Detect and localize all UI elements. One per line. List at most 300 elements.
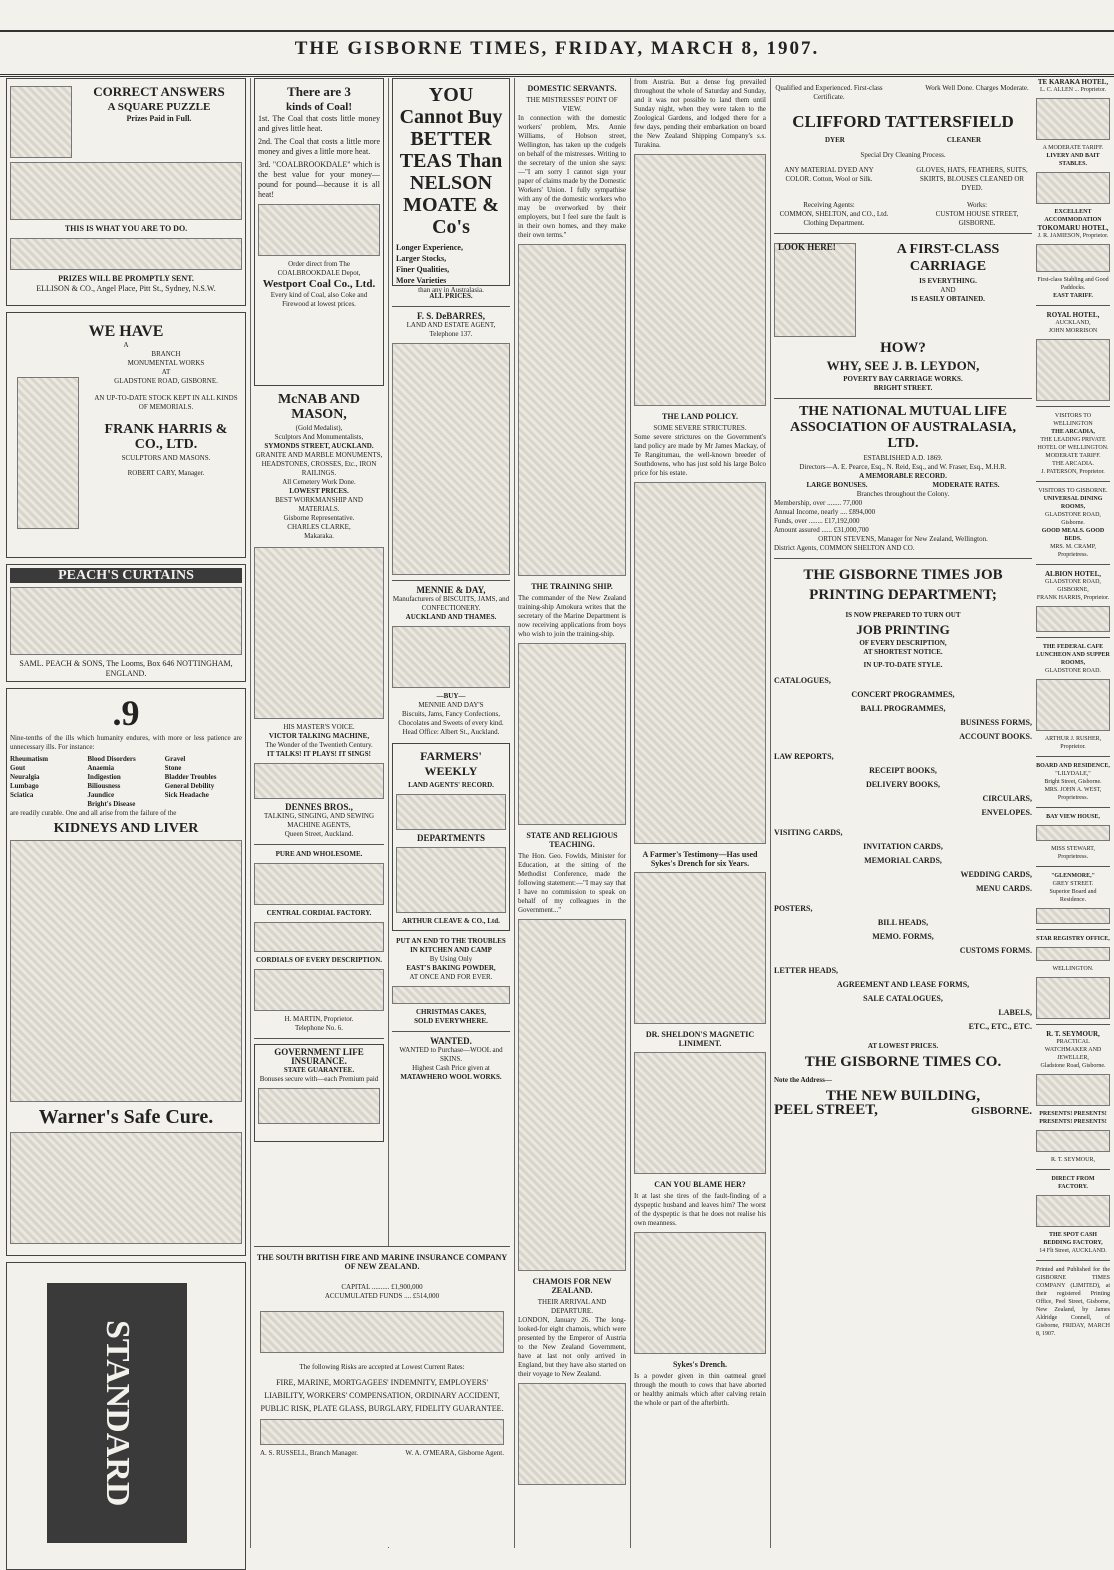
ill-item: Neuralgia [10, 773, 40, 781]
farmers-firm: ARTHUR CLEAVE & CO., Ltd. [402, 917, 500, 925]
gisborne-sig: GISBORNE. [971, 1105, 1032, 1117]
frank-branch: BRANCH [151, 350, 181, 358]
board: BOARD AND RESIDENCE, [1036, 763, 1110, 769]
print-item: DELIVERY BOOKS, [865, 780, 941, 789]
sheldon-text-block [634, 1052, 766, 1174]
gloves: GLOVES, HATS, FEATHERS, SUITS, SKIRTS, BLOUSES CLEANED OR DYED. [916, 166, 1028, 192]
sb-title: THE SOUTH BRITISH FIRE AND MARINE INSURANCE COMPANY OF NEW ZEALAND. [256, 1253, 508, 1271]
glenmore: "GLENMORE," [1051, 873, 1095, 879]
ills-list [10, 755, 242, 809]
printing-items [774, 674, 1032, 1034]
gt-job-printing: THE GISBORNE TIMES JOB PRINTING DEPARTMENT; [803, 567, 1003, 603]
dennes-addr: Queen Street, Auckland. [284, 830, 354, 838]
puzzle-ad [6, 78, 246, 306]
dyer: DYER [824, 136, 845, 144]
moderate2: MODERATE TARIFF. [1045, 453, 1101, 459]
seymour: R. T. SEYMOUR, [1046, 1030, 1100, 1038]
mcnab-addr: SYMONDS STREET, AUCKLAND. [264, 442, 374, 450]
mennie-text-block [392, 626, 510, 688]
frank-a: A [123, 341, 129, 349]
ill-item: Bright's Disease [87, 800, 136, 808]
column-4 [518, 78, 626, 1548]
district: District Agents, COMMON SHELTON AND CO. [774, 544, 915, 552]
coal-order: Order direct from The COALBROOKDALE Depot, [277, 260, 361, 277]
mennie-office: Head Office: Albert St., Auckland. [402, 728, 500, 736]
ill-item: Sick Headache [164, 791, 209, 799]
glad-g: Gladstone Road, Gisborne. [1040, 1063, 1106, 1069]
chamois-text-block [518, 1383, 626, 1485]
column-rule [514, 78, 515, 1548]
and: AND [940, 286, 956, 294]
print-item: CATALOGUES, [774, 676, 831, 685]
nelson-point: Finer Qualities, [396, 265, 450, 274]
coal-ad [254, 78, 384, 386]
peel: PEEL STREET, [774, 1102, 878, 1118]
mcnab-title: McNAB AND MASON, [277, 392, 361, 422]
coal-b: kinds of Coal! [285, 101, 353, 113]
domestic-text-block [518, 244, 626, 576]
kidneys-head: KIDNEYS AND LIVER [53, 821, 199, 836]
any-material: ANY MATERIAL DYED ANY COLOR. Cotton, Wool or Silk. [784, 166, 874, 183]
moderate: MODERATE RATES. [932, 481, 1000, 489]
cordial-desc: CORDIALS OF EVERY DESCRIPTION. [255, 956, 383, 964]
column-6 [774, 78, 1032, 1548]
kitchen-powder: EAST'S BAKING POWDER, [406, 964, 496, 972]
standard-ad [6, 1262, 246, 1570]
job: JOB PRINTING [856, 622, 950, 637]
sb-text-block [260, 1419, 504, 1445]
dennes-sub: TALKING, SINGING, AND SEWING MACHINE AGENTS, [263, 812, 375, 829]
puzzle-do: THIS IS WHAT YOU ARE TO DO. [64, 224, 188, 233]
farmers-weekly-ad [392, 743, 510, 931]
victor-text-block [254, 763, 384, 799]
lilydale: "LILYDALE," [1055, 771, 1091, 777]
print-item: MEMORIAL CARDS, [864, 856, 942, 865]
sb-accum: ACCUMULATED FUNDS .... £514,000 [324, 1292, 440, 1300]
arcadia2: THE ARCADIA. [1052, 461, 1094, 467]
pure-title: PURE AND WHOLESOME. [275, 850, 363, 858]
print-item: MEMO. FORMS, [872, 932, 934, 941]
bay-view-text-block [1036, 825, 1110, 841]
column-5 [634, 78, 766, 1548]
debarres-sub: LAND AND ESTATE AGENT, [406, 321, 496, 329]
grey: GREY STREET. [1052, 881, 1094, 887]
coal-foot: Every kind of Coal, also Coke and Firewood at lowest prices. [270, 291, 368, 308]
spot-addr: 14 Flt Street, AUCKLAND. [1039, 1248, 1107, 1254]
we-have: WE HAVE [88, 323, 164, 340]
farmers-title: FARMERS' WEEKLY [420, 749, 482, 778]
visitors: VISITORS TO WELLINGTON [1053, 413, 1093, 427]
morrison: JOHN MORRISON [1048, 328, 1098, 334]
cordial-text-block-3 [254, 969, 384, 1011]
income: Annual Income, nearly .... £894,000 [774, 508, 876, 516]
livery: LIVERY AND BAIT STABLES. [1046, 153, 1100, 167]
membership: Membership, over ........ 77,000 [774, 499, 863, 507]
bonuses: LARGE BONUSES. [806, 481, 868, 489]
albion: ALBION HOTEL, [1044, 570, 1101, 578]
mcnab-trade: Sculptors And Monumentalists, [274, 433, 364, 441]
wanted-title: WANTED. [430, 1036, 472, 1046]
frank-mgr: ROBERT CARY, Manager. [127, 469, 205, 477]
branches: Branches throughout the Colony. [856, 490, 950, 498]
leading: THE LEADING PRIVATE HOTEL OF WELLINGTON. [1037, 437, 1109, 451]
poverty: POVERTY BAY CARRIAGE WORKS. [843, 375, 963, 383]
wanted-price: Highest Cash Price given at [412, 1064, 490, 1072]
land-sub: SOME SEVERE STRICTURES. [653, 424, 747, 432]
print-item: SALE CATALOGUES, [863, 994, 943, 1003]
kitchen-text-block [392, 986, 510, 1004]
universal: UNIVERSAL DINING ROOMS, [1043, 496, 1103, 510]
ill-item: Sciatica [10, 791, 34, 799]
west: MRS. JOHN A. WEST, Proprietress. [1044, 787, 1102, 801]
domestic-head: DOMESTIC SERVANTS. [527, 84, 617, 93]
easily: IS EASILY OBTAINED. [911, 295, 985, 303]
kitchen-using: By Using Only [429, 955, 473, 963]
look-here: LOOK HERE! [778, 242, 836, 252]
puzzle-head: CORRECT ANSWERS [93, 84, 225, 99]
mcnab-best: BEST WORKMANSHIP AND MATERIALS. [275, 496, 363, 513]
state-body: The Hon. Geo. Fowlds, Minister for Education, at the sitting of the Methodist Conference, made the following statement:—"I may say that I have no commission to speak on behalf of my colleagues in the Government..." [518, 852, 626, 914]
warner-text-block-2 [10, 1132, 242, 1244]
federal-text-block [1036, 679, 1110, 731]
paterson: J. PATERSON, Proprietor. [1041, 469, 1105, 475]
qualified: Qualified and Experienced. First-class Certificate. [775, 84, 883, 101]
moderate-tariff: A MODERATE TARIFF. [1042, 145, 1104, 151]
arcadia: THE ARCADIA, [1051, 429, 1095, 435]
mennie-title: MENNIE & DAY, [416, 585, 486, 595]
bright: Bright Street, Gisborne. [1044, 779, 1102, 785]
debarres-title: F. S. DeBARRES, [417, 311, 485, 321]
print-item: LABELS, [998, 1008, 1032, 1017]
ill-item: Biliousness [87, 782, 121, 790]
coal-3: 3rd. "COALBROOKDALE" which is the best value for your money—pound for pound—because it is all heat! [258, 160, 380, 199]
carriage-illustration [774, 243, 856, 337]
direct-text-block [1036, 1195, 1110, 1227]
peach-title: PEACH'S CURTAINS [10, 568, 242, 583]
frank-trade: SCULPTORS AND MASONS. [121, 454, 211, 462]
blame-text-block [634, 1232, 766, 1354]
frank-name: FRANK HARRIS & CO., LTD. [104, 422, 228, 452]
jamieson: J. R. JAMIESON, Proprietor. [1037, 233, 1109, 239]
federal: THE FEDERAL CAFE LUNCHEON AND SUPPER ROOMS, [1036, 644, 1110, 666]
mcnab-rep-name: CHARLES CLARKE, [287, 523, 351, 531]
mcnab-items: GRANITE AND MARBLE MONUMENTS, HEADSTONES, CROSSES, Etc., IRON RAILINGS. [255, 451, 383, 477]
farmers-text-block [396, 794, 506, 830]
new-building: THE NEW BUILDING, [825, 1088, 981, 1104]
training-body: The commander of the New Zealand training-ship Amokura writes that the secretary of the Marine Department is now receiving applications from boys who wish to join the training-ship. [518, 594, 626, 638]
seymour-text-block [1036, 1074, 1110, 1106]
sykes-head: Sykes's Drench. [672, 1360, 728, 1369]
good: GOOD MEALS. GOOD BEDS. [1041, 528, 1105, 542]
victor-illustration [254, 547, 384, 719]
mcnab-rep: Gisborne Representative. [283, 514, 355, 522]
chamois-head: CHAMOIS FOR NEW ZEALAND. [532, 1277, 612, 1295]
puzzle-prize: Prizes Paid in Full. [126, 114, 192, 123]
central-title: CENTRAL CORDIAL FACTORY. [266, 909, 372, 917]
national-title: THE NATIONAL MUTUAL LIFE ASSOCIATION OF AUSTRALASIA, LTD. [790, 404, 1016, 451]
mennie-where: AUCKLAND AND THAMES. [405, 613, 497, 621]
puzzle-sub: A SQUARE PUZZLE [107, 101, 211, 113]
cordial-text-block-2 [254, 922, 384, 952]
print-item: ENVELOPES. [981, 808, 1032, 817]
nelson-point: Larger Stocks, [396, 254, 447, 263]
auckland: AUCKLAND, [1055, 320, 1091, 326]
puzzle-firm: ELLISON & CO., Angel Place, Pitt St., Sydney, N.S.W. [36, 284, 216, 293]
land-head: THE LAND POLICY. [662, 412, 738, 421]
common: COMMON, SHELTON, and CO., Ltd. Clothing Department. [779, 210, 889, 227]
wanted-body: WANTED to Purchase—WOOL and SKINS. [399, 1046, 503, 1063]
nine-intro: Nine-tenths of the ills which humanity endures, with more or less patience are unnecessary ills. For instance: [10, 734, 242, 751]
print-item: INVITATION CARDS, [863, 842, 943, 851]
established: ESTABLISHED A.D. 1869. [863, 454, 943, 462]
ill-item: General Debility [164, 782, 215, 790]
note: Note the Address— [774, 1076, 832, 1084]
kitchen-sold: SOLD EVERYWHERE. [414, 1017, 488, 1025]
ill-item: Blood Disorders [87, 755, 136, 763]
albion-addr: GLADSTONE ROAD, GISBORNE, [1045, 579, 1101, 593]
direct: DIRECT FROM FACTORY. [1051, 1176, 1095, 1190]
wellington: WELLINGTON. [1052, 966, 1094, 972]
ill-item: Bladder Troubles [164, 773, 217, 781]
first-class: First-class Stabling and Good Paddocks. [1037, 277, 1109, 291]
frank-at: AT [161, 368, 171, 376]
column-rule [250, 78, 251, 1548]
ill-item: Gravel [164, 755, 186, 763]
martin: H. MARTIN, Proprietor. [284, 1015, 354, 1023]
column-3 [392, 78, 510, 1242]
kitchen-once: AT ONCE AND FOR EVER. [409, 973, 493, 981]
directors: Directors—A. E. Pearce, Esq., N. Reid, Esq., and W. Fraser, Esq., M.H.R. [799, 463, 1007, 471]
presents-text-block [1036, 1130, 1110, 1152]
tokomaru: TOKOMARU HOTEL, [1037, 224, 1109, 232]
blame-head: CAN YOU BLAME HER? [654, 1180, 746, 1189]
gtco: THE GISBORNE TIMES CO. [804, 1054, 1002, 1070]
state-title: STATE GUARANTEE. [283, 1066, 355, 1074]
nelson-tail: than any in Australasia. [418, 286, 484, 294]
puzzle-sent: PRIZES WILL BE PROMPTLY SENT. [58, 274, 194, 283]
every: OF EVERY DESCRIPTION, [859, 639, 947, 647]
departments: DEPARTMENTS [416, 833, 486, 843]
harris: FRANK HARRIS, Proprietor. [1036, 595, 1110, 601]
federal-addr: GLADSTONE ROAD. [1045, 668, 1101, 674]
puzzle-text-block [10, 238, 242, 270]
prepared: IS NOW PREPARED TO TURN OUT [845, 611, 961, 619]
watchmaker: PRACTICAL WATCHMAKER AND JEWELLER, [1044, 1039, 1102, 1061]
masthead [0, 30, 1114, 77]
print-item: LAW REPORTS, [774, 752, 834, 761]
mennie-items: Biscuits, Jams, Fancy Confections, Chocolates and Sweets of every kind. [398, 710, 504, 727]
frank-mon: MONUMENTAL WORKS [127, 359, 205, 367]
memorable: A MEMORABLE RECORD. [859, 472, 947, 480]
print-item: ETC., ETC., ETC. [968, 1022, 1032, 1031]
monument-illustration [17, 377, 79, 529]
ill-item: Jaundice [87, 791, 115, 799]
everything: IS EVERYTHING. [919, 277, 977, 285]
leydon: WHY, SEE J. B. LEYDON, [826, 358, 980, 373]
excellent: EXCELLENT ACCOMMODATION [1044, 209, 1102, 223]
cramp: MRS. M. CRAMP, Proprietress. [1050, 544, 1096, 558]
state-text-block [518, 919, 626, 1271]
presents: PRESENTS! PRESENTS! PRESENTS! PRESENTS! [1039, 1111, 1107, 1125]
lowest: AT LOWEST PRICES. [867, 1042, 939, 1050]
custom: CUSTOM HOUSE STREET, GISBORNE. [935, 210, 1019, 227]
print-item: MENU CARDS. [976, 884, 1032, 893]
puzzle-illustration [10, 86, 72, 158]
tokomaru-text-block [1036, 244, 1110, 272]
east: EAST TARIFF. [1053, 293, 1093, 299]
spot: THE SPOT CASH BEDDING FACTORY, [1043, 1232, 1103, 1246]
sb-list: FIRE, MARINE, MORTGAGEES' INDEMNITY, EMPLOYERS' LIABILITY, WORKERS' COMPENSATION, ORDINARY ACCIDENT, PUBLIC RISK, PLATE GLASS, BURGLARY, FIDELITY GUARANTEE. [260, 1378, 504, 1413]
coal-text-block [258, 204, 380, 256]
nelson-tea-ad [392, 78, 510, 294]
ill-item: Rheumatism [10, 755, 49, 763]
his-master: HIS MASTER'S VOICE. [283, 723, 355, 731]
mcnab-cem: All Cemetery Work Done. [282, 478, 356, 486]
state-head: STATE AND RELIGIOUS TEACHING. [526, 831, 618, 849]
stewart: MISS STEWART, Proprietress. [1051, 846, 1095, 860]
frank-addr: GLADSTONE ROAD, GISBORNE. [114, 377, 218, 385]
victor-talks: IT TALKS! IT PLAYS! IT SINGS! [267, 750, 371, 758]
gladstone: GLADSTONE ROAD, Gisborne. [1045, 512, 1101, 526]
sykes-body: Is a powder given in thin oatmeal gruel through the mouth to cows that have aborted or healthy animals which after calving retain the whole or part of the afterbirth. [634, 1372, 766, 1407]
chamois-cont-block [634, 154, 766, 406]
chamois-cont: from Austria. But a dense fog prevailed throughout the whole of Saturday and Sunday, and it was not possible to land them until Sunday night, when they were taken to the Zoological Gardens, and lodged there for a few days, pending their embarkation on board the New Zealand Shipping Company's s.s. Turakina. [634, 78, 766, 149]
royal: ROYAL HOTEL, [1046, 311, 1100, 319]
receiving: Receiving Agents: [803, 201, 855, 209]
carriage-title: A FIRST-CLASS CARRIAGE [896, 242, 1000, 274]
ill-item: Gout [10, 764, 26, 772]
domestic-sub: THE MISTRESSES' POINT OF VIEW. [526, 96, 618, 113]
print-item: RECEIPT BOOKS, [869, 766, 937, 775]
works: Works: [966, 201, 988, 209]
column-rule [630, 78, 631, 1548]
how: HOW? [880, 340, 926, 356]
victor-title: VICTOR TALKING MACHINE, [268, 732, 370, 740]
govt-text-block [258, 1088, 380, 1124]
print-item: BUSINESS FORMS, [960, 718, 1032, 727]
shortest: AT SHORTEST NOTICE. [863, 648, 943, 656]
seymour2: R. T. SEYMOUR, [1051, 1157, 1095, 1163]
victor-sub: The Wonder of the Twentieth Century. [265, 741, 373, 749]
puzzle-grid [10, 162, 242, 220]
mcnab-ad [254, 392, 384, 541]
karaka-text-block [1036, 98, 1110, 140]
print-item: WEDDING CARDS, [960, 870, 1032, 879]
royal-text-block [1036, 339, 1110, 401]
funds: Funds, over ........ £17,192,000 [774, 517, 860, 525]
peach-curtains-ad [6, 564, 246, 682]
chamois-sub: THEIR ARRIVAL AND DEPARTURE. [537, 1298, 607, 1315]
frank-harris-ad [6, 312, 246, 558]
debarres-tel: Telephone 137. [429, 330, 473, 338]
warner-head: Warner's Safe Cure. [38, 1106, 214, 1128]
coal-firm: Westport Coal Co., Ltd. [262, 278, 376, 290]
visitors2: VISITORS TO GISBORNE. [1038, 488, 1108, 494]
training-head: THE TRAINING SHIP. [531, 582, 613, 591]
rusher: ARTHUR J. RUSHER, Proprietor. [1044, 736, 1102, 750]
dennes-title: DENNES BROS., [285, 802, 353, 812]
livery-text-block [1036, 172, 1110, 204]
nelson-all: ALL PRICES. [429, 292, 473, 300]
print-item: AGREEMENT AND LEASE FORMS, [836, 980, 970, 989]
domestic-body: In connection with the domestic workers' problem, Mrs. Annie Williams, of Hobson street, Wellington, has taken up the cudgels on behalf of the mistresses. Writing to the secretary of the union she says:—"I am sorry I cannot sign your paper of claims made by the Domestic Workers' Union. I fully sympathise with any of the domestic workers who may be overworked by their employers, but I feel sure the fault is in their own homes, and they make their own terms." [518, 114, 626, 239]
debarres-listings [392, 343, 510, 575]
kid-caused: are readily curable. One and all arise from the failure of the [10, 809, 177, 817]
testimony-text-block [634, 872, 766, 1024]
column-rule [770, 78, 771, 1548]
bright: BRIGHT STREET. [873, 384, 933, 392]
south-british-ad [254, 1246, 510, 1547]
print-item: BALL PROGRAMMES, [860, 704, 946, 713]
warner-ad [6, 688, 246, 1256]
mcnab-low: LOWEST PRICES. [289, 487, 349, 495]
frank-stock: AN UP-TO-DATE STOCK KEPT IN ALL KINDS OF MEMORIALS. [94, 394, 238, 411]
ill-item: Anaemia [87, 764, 115, 772]
printed: Printed and Published for the GISBORNE TIMES COMPANY (LIMITED), at their registered Printing Office, Peel Street, Gisborne, New Zealand, by James Aldridge Connell, of Gisborne, FRIDAY, MARCH 8, 1907. [1036, 1267, 1110, 1337]
karaka-prop: L. C. ALLEN ... Proprietor. [1040, 87, 1106, 93]
print-item: ACCOUNT BOOKS. [959, 732, 1032, 741]
cordial-text-block [254, 863, 384, 905]
carriage-ad [774, 239, 1032, 339]
training-text-block [518, 643, 626, 825]
standard-title: STANDARD [47, 1283, 187, 1543]
bay-view: BAY VIEW HOUSE, [1046, 814, 1100, 820]
sb-capital: CAPITAL .......... £1,900,000 [341, 1283, 423, 1291]
print-item: BILL HEADS, [877, 918, 929, 927]
clifford-title: CLIFFORD TATTERSFIELD [792, 112, 1014, 131]
assured: Amount assured ...... £31,000,700 [774, 526, 869, 534]
buy: —BUY— [436, 692, 466, 700]
coal-2: 2nd. The Coal that costs a little more money and gives a little more heat. [258, 137, 380, 156]
coal-a: There are 3 [287, 84, 351, 99]
land-text-block [634, 482, 766, 844]
star-text-block [1036, 947, 1110, 961]
karaka: TE KARAKA HOTEL, [1037, 78, 1109, 86]
sb-agent: W. A. O'MEARA, Gisborne Agent. [405, 1449, 504, 1457]
testimony-head: A Farmer's Testimony—Has used Sykes's Drench for six Years. [642, 850, 758, 868]
kitchen-cakes: CHRISTMAS CAKES, [415, 1008, 486, 1016]
coal-1: 1st. The Coal that costs little money and gives little heat. [258, 114, 380, 133]
peach-text-block [10, 587, 242, 655]
glenmore-text-block [1036, 908, 1110, 924]
matawhero: MATAWHERO WOOL WORKS. [400, 1073, 502, 1081]
albion-text-block [1036, 606, 1110, 632]
sheldon-head: DR. SHELDON'S MAGNETIC LINIMENT. [645, 1030, 755, 1048]
warner-text-block [10, 840, 242, 1102]
govt-foot: Bonuses secure with—each Premium paid [259, 1075, 379, 1083]
cleaner: CLEANER [946, 136, 981, 144]
stevens: ORTON STEVENS, Manager for New Zealand, Wellington. [818, 535, 988, 543]
nine-headline: .9 [112, 693, 140, 733]
nelson-title: YOU Cannot Buy BETTER TEAS Than NELSON MOATE & Co's [399, 84, 503, 238]
star: STAR REGISTRY OFFICE, [1036, 936, 1110, 942]
mennie2: MENNIE AND DAY'S [418, 701, 484, 709]
ill-item: Lumbago [10, 782, 39, 790]
govt-title: GOVERNMENT LIFE INSURANCE. [274, 1047, 364, 1066]
masthead-title: THE GISBORNE TIMES, FRIDAY, MARCH 8, 1907. [294, 38, 820, 59]
land-body: Some severe strictures on the Government's land policy are made by Mr James Mackay, of Te Rangitumau, the well-known breeder of Southdowns, who has just sold his large Bolco price for his estate. [634, 433, 766, 477]
print-item: VISITING CARDS, [774, 828, 843, 837]
print-item: CONCERT PROGRAMMES, [851, 690, 955, 699]
print-item: LETTER HEADS, [774, 966, 839, 975]
govt-insurance-ad [254, 1044, 384, 1142]
telephone: Telephone No. 6. [294, 1024, 344, 1032]
peach-firm: SAML. PEACH & SONS, The Looms, Box 646 NOTTINGHAM, ENGLAND. [19, 659, 233, 678]
nelson-point: Longer Experience, [396, 243, 463, 252]
print-item: POSTERS, [774, 904, 813, 913]
sb-directors-block [260, 1311, 504, 1353]
column-1 [6, 78, 246, 1548]
